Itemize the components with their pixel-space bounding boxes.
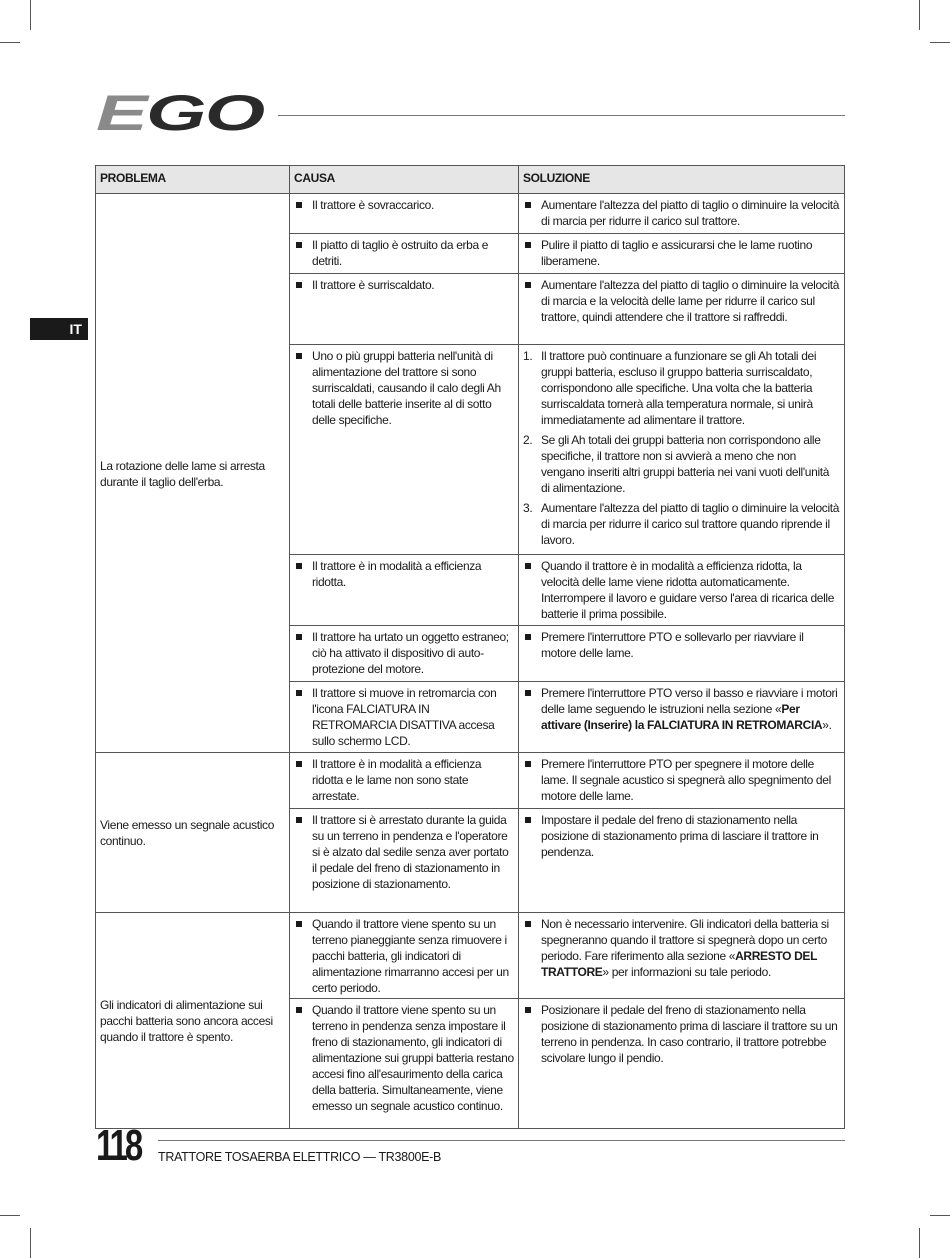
solution-text [523,197,840,229]
step-number: 1. [523,349,533,363]
solution-text [523,812,840,860]
solution-fragment: Premere l'interruttore PTO verso il basso e riavviare i motori delle lame seguendo le istruzioni nella sezione « [541,686,838,716]
header-problema: PROBLEMA [96,166,290,194]
solution-text [523,756,840,804]
crop-mark [0,1215,20,1216]
solution-cell [519,234,845,274]
solution-fragment: Pulire il piatto di taglio e assicurarsi che le lame ruotino liberamene. [541,238,813,268]
cause-text: Quando il trattore viene spento su un terreno in pendenza senza impostare il freno di stazionamento, gli indicatori di alimentazione sui gruppi batteria restano accesi fino all'esaurimento della carica della batteria. Simultaneamente, viene emesso un segnale acustico continuo. [294,1002,514,1114]
solution-fragment: » per informazioni su tale periodo. [602,965,771,979]
ego-logo: EGO [96,85,264,141]
cause-cell [290,999,519,1129]
crop-mark [930,1215,950,1216]
problem-cell: La rotazione delle lame si arresta durante il taglio dell'erba. [96,194,290,753]
solution-cell [519,809,845,913]
cause-text: Il trattore si è arrestato durante la guida su un terreno in pendenza e l'operatore si è alzato dal sedile senza aver portato il pedale del freno di stazionamento in posizione di stazionamento. [294,812,514,892]
step-text: Aumentare l'altezza del piatto di taglio o diminuire la velocità di marcia per ridurre il carico sul trattore quando riprende il lavoro. [541,501,840,547]
solution-fragment: Premere l'interruttore PTO e sollevarlo per riavviare il motore delle lame. [541,630,804,660]
solution-fragment: Posizionare il pedale del freno di stazionamento nella posizione di stazionamento prima di lasciare il trattore su un terreno in pendenza. In caso contrario, il trattore potrebbe scivolare lungo il pendio. [541,1003,838,1065]
solution-cell [519,555,845,626]
header-soluzione: SOLUZIONE [519,166,845,194]
cause-text: Quando il trattore viene spento su un terreno pianeggiante senza rimuovere i pacchi batteria, gli indicatori di alimentazione rimarranno accesi per un certo periodo. [294,916,514,996]
crop-mark [30,0,31,30]
table-row [96,753,845,809]
footer-title: TRATTORE TOSAERBA ELETTRICO — TR3800E-B [158,1150,442,1164]
step-text: Il trattore può continuare a funzionare se gli Ah totali dei gruppi batteria, escluso il gruppo batteria surriscaldato, corrispondono alle specifiche. Una volta che la batteria surriscaldata tornerà alla temperatura normale, si unirà immediatamente ad alimentare il trattore. [541,349,817,427]
solution-fragment: Aumentare l'altezza del piatto di taglio o diminuire la velocità di marcia per ridurre il carico sul trattore. [541,198,840,228]
cause-text: Uno o più gruppi batteria nell'unità di alimentazione del trattore si sono surriscaldati, causando il calo degli Ah totali delle batterie inserite al di sotto delle specifiche. [294,348,514,428]
crop-mark [930,42,950,43]
cause-cell [290,626,519,682]
section-reference: Per attivare (Inserire) la FALCIATURA IN RETROMARCIA [541,702,823,732]
solution-text [523,558,840,622]
cause-text: Il piatto di taglio è ostruito da erba e detriti. [294,237,514,269]
cause-text: Il trattore ha urtato un oggetto estraneo; ciò ha attivato il dispositivo di auto-protezione del motore. [294,629,514,677]
solution-text [523,629,840,661]
cause-cell [290,194,519,234]
solution-cell [519,913,845,999]
cause-cell [290,913,519,999]
crop-mark [0,42,20,43]
solution-fragment: ». [822,718,832,732]
table-row [96,194,845,234]
page-number: 118 [96,1121,141,1170]
solution-cell [519,274,845,345]
solution-fragment: Quando il trattore è in modalità a efficienza ridotta, la velocità delle lame viene ridotta automaticamente. Interrompere il lavoro e guidare verso l'area di ricarica delle batterie il prima possibile. [541,559,835,621]
cause-text: Il trattore si muove in retromarcia con l'icona FALCIATURA IN RETROMARCIA DISATTIVA accesa sullo schermo LCD. [294,685,514,749]
solution-text [523,237,840,269]
section-reference: ARRESTO DEL TRATTORE [541,949,817,979]
solution-step [523,348,840,428]
cause-cell [290,555,519,626]
cause-cell [290,345,519,555]
solution-text [523,685,840,733]
step-text: Se gli Ah totali dei gruppi batteria non corrispondono alle specifiche, il trattore non si avvierà a meno che non vengano inseriti altri gruppi batteria nei vani vuoti dell'unità di alimentazione. [541,433,830,495]
cause-cell [290,753,519,809]
cause-text: Il trattore è surriscaldato. [294,277,514,293]
troubleshooting-table [95,165,845,1129]
solution-cell [519,345,845,555]
solution-text [523,916,840,980]
step-number: 2. [523,433,533,447]
cause-cell [290,809,519,913]
problem-cell: Gli indicatori di alimentazione sui pacchi batteria sono ancora accesi quando il trattore è spento. [96,913,290,1129]
solution-step [523,432,840,496]
cause-cell [290,274,519,345]
crop-mark [30,1228,31,1258]
solution-fragment: Non è necessario intervenire. Gli indicatori della batteria si spegneranno quando il trattore si spegnerà dopo un certo periodo. Fare riferimento alla sezione « [541,917,829,963]
solution-text [523,1002,840,1066]
solution-cell [519,682,845,753]
cause-cell [290,234,519,274]
table-header-row [96,166,845,194]
footer-rule [158,1140,845,1141]
problem-cell: Viene emesso un segnale acustico continuo. [96,753,290,913]
cause-text: Il trattore è in modalità a efficienza ridotta e le lame non sono state arrestate. [294,756,514,804]
cause-text: Il trattore è sovraccarico. [294,197,514,213]
solution-cell [519,999,845,1129]
header-rule [278,115,845,116]
cause-cell [290,682,519,753]
solution-cell [519,626,845,682]
solution-step [523,500,840,548]
solution-fragment: Premere l'interruttore PTO per spegnere il motore delle lame. Il segnale acustico si spegnerà allo spegnimento del motore delle lame. [541,757,831,803]
language-tab: IT [30,318,88,340]
step-number: 3. [523,501,533,515]
crop-mark [919,1228,920,1258]
solution-cell [519,753,845,809]
solution-text [523,277,840,325]
solution-fragment: Aumentare l'altezza del piatto di taglio o diminuire la velocità di marcia e la velocità delle lame per ridurre il carico sul trattore, quindi attendere che il trattore si raffreddi. [541,278,840,324]
solution-cell [519,194,845,234]
solution-fragment: Impostare il pedale del freno di stazionamento nella posizione di stazionamento prima di lasciare il trattore in pendenza. [541,813,819,859]
header-causa: CAUSA [290,166,519,194]
table-row [96,913,845,999]
crop-mark [919,0,920,30]
cause-text: Il trattore è in modalità a efficienza ridotta. [294,558,514,590]
